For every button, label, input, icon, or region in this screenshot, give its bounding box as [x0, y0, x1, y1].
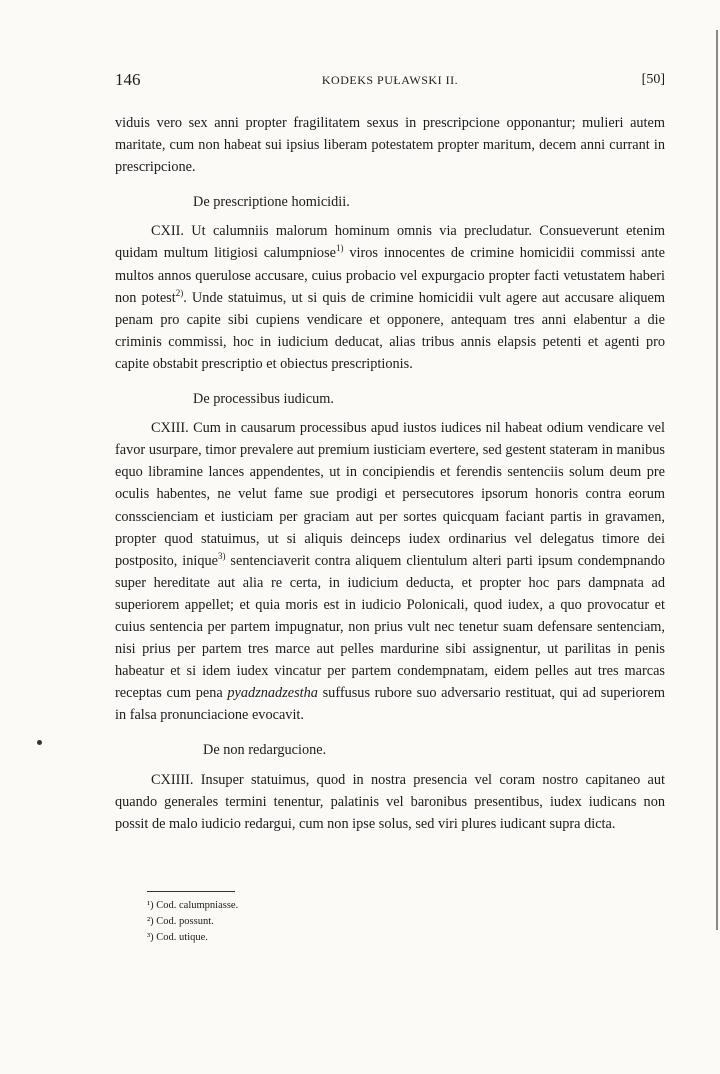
text-run: viros innocentes de crimine homicidii commissi ante multos annos querulose accusare, cuius probacio vel expurgacio propter facti vetustatem haberi non potest	[115, 245, 665, 306]
footnote-divider	[147, 891, 235, 892]
text-run: . Unde statuimus, ut si quis de crimine homicidii vult agere aut accusare aliquem penam pro capite sibi cupiens vendicare et opponere, antequam tres anni elabentur a die criminis commissi, hoc in iudicium deducat, alias tribus annis elapsis petenti et agenti pro capite obstabit prescriptio et obiectus prescriptionis.	[115, 289, 666, 372]
section-heading-redargucione: De non redargucione.	[203, 742, 327, 759]
section-number: [50]	[641, 72, 665, 87]
text-run: CXIII. Cum in causarum processibus apud iustos iudices nil habeat odium vendicare vel favor usurpare, timor prevalere aut premium iusticiam evertere, sed gestent stateram in manibus equo libramine lances appendentes, ut in concipiendis et ferendis sentenciis solum deum pre oculis habentes, ne velut fame sue prodigi et persecutores ipsorum honoris contra eorum consscienciam et iusticiam per graciam aut per sortes quicquam faciant partis in gravamen, propter quod statuimus, ut si aliquis deinceps iudex ordinarius vel delegatus timore dei postposito, inique	[115, 420, 665, 569]
footnote-ref-3: 3)	[218, 550, 226, 561]
margin-mark	[37, 740, 42, 745]
section-heading-homicidii: De prescriptione homicidii.	[193, 194, 350, 211]
footnotes	[147, 891, 507, 946]
main-text	[115, 112, 665, 835]
text-run: CXII. Ut calumniis malorum hominum omnis via precludatur. Consueverunt etenim quidam multum litigiosi calumpniose	[115, 223, 665, 262]
paragraph-cxii	[115, 220, 665, 375]
paragraph-cxiiii: CXIIII. Insuper statuimus, quod in nostra presencia vel coram nostro capitaneo aut quando generales termini tenentur, palatinis vel baronibus presentibus, iudex iudicans non possit de malo iudicio redargui, cum non ipse solus, sed viri plures iudicant supra dicta.	[115, 771, 665, 832]
footnote-ref-2: 2)	[175, 287, 184, 298]
running-head	[115, 70, 665, 92]
running-title: KODEKS PUŁAWSKI II.	[321, 73, 459, 87]
footnote-2: ²) Cod. possunt.	[147, 916, 214, 927]
page-edge-shadow	[716, 30, 718, 930]
italic-term: pyadznadzestha	[227, 685, 318, 702]
text-run: suffusus rubore suo adversario restituat, qui ad superiorem in falsa pronunciacione evocavit.	[115, 685, 666, 724]
footnote-1: ¹) Cod. calumpniasse.	[147, 900, 239, 911]
paragraph-continuation: viduis vero sex anni propter fragilitatem sexus in prescripcione opponantur; mulieri autem maritate, cum non habeat sui ipsius liberam potestatem propter maritum, decem anni currant in prescripcione.	[115, 115, 665, 176]
footnote-ref-1: 1)	[335, 243, 344, 254]
text-run: sentenciaverit contra aliquem clientulum alteri parti ipsum condempnando super hereditate aut alia re certa, in iudicium deducta, et propter hoc pars dampnata ad superiorem appellet; et quia moris est in iudicio Polonicali, quod iudex, a quo provocatur et cuius sentencia per partem impugnatur, non prius vult nec tenetur suam defensare sentenciam, nisi prius per partem tres marce aut pelles mardurine sibi assignentur, ut parilitas in penis habeatur et si idem iudex vincatur per partem condempnatam, eidem pelles aut tres marcas receptas cum pena	[115, 552, 665, 702]
section-heading-iudicum: De processibus iudicum.	[193, 391, 334, 408]
page-number: 146	[115, 70, 141, 89]
paragraph-cxiii	[115, 417, 665, 726]
footnote-3: ³) Cod. utique.	[147, 932, 208, 943]
